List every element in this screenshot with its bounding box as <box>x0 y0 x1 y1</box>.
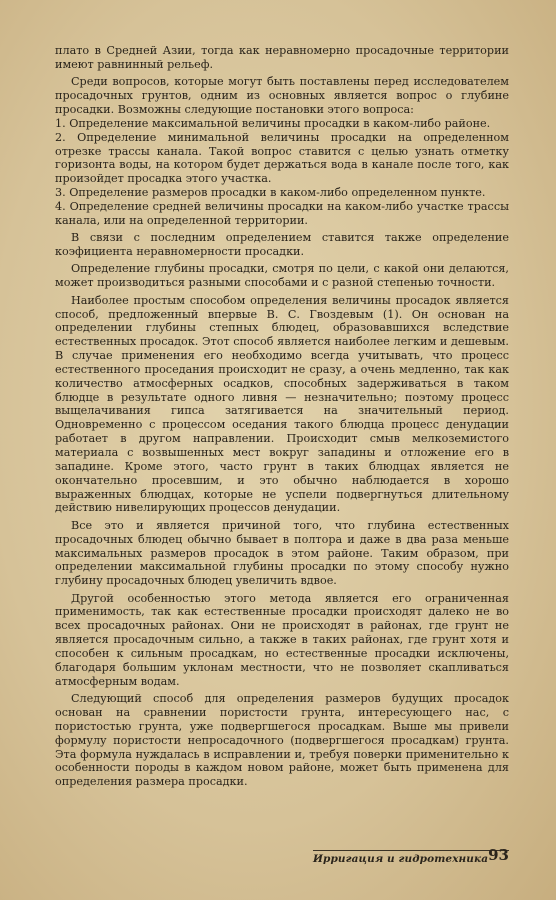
paragraph: Другой особенностью этого метода является его ограниченная применимость, так как естественные просадки происходят далеко не во всех просадочных районах. Они не происходят в районах, где грунт не является просадочным сильно, а также в таких районах, где грунт хотя и способен к сильным просадкам, но естественные просадки исключены, благодаря большим уклонам местности, что не позволяет скапливаться атмосферным водам. <box>55 591 509 688</box>
paragraph: Наиболее простым способом определения величины просадок является способ, предложенный впервые В. С. Гвоздевым (1). Он основан на определении глубины степных блюдец, образовавшихся вследствие естественных просадок. Этот способ является наиболее легким и дешевым. В случае применения его необходимо всегда учитывать, что процесс естественного проседания происходит не сразу, а очень медленно, так как количество атмосферных осадков, способных задерживаться в таком блюдце в результате одного ливня — незначительно; поэтому процесс выщелачивания гипса затягивается на значительный период. Одновременно с процессом оседания такого блюдца процесс денудации работает в другом направлении. Происходит смыв мелкоземистого материала с возвышенных мест вокруг западины и отложение его в западине. Кроме этого, часто грунт в таких блюдцах является не окончательно просевшим, и это обычно наблюдается в хорошо выраженных блюдцах, которые не успели подвергнуться длительному действию нивелирующих процессов денудации. <box>55 293 509 515</box>
list-item: 1. Определение максимальной величины просадки в каком-либо районе. <box>55 116 491 130</box>
page-number: 93 <box>488 846 509 864</box>
paragraph: Все это и является причиной того, что глубина естественных просадочных блюдец обычно бывает в полтора и даже в два раза меньше максимальных размеров просадок в этом районе. Таким образом, при определении максимальной глубины просадки по этому способу нужно глубину просадочных блюдец увеличить вдвое. <box>55 518 509 588</box>
list-item: 3. Определение размеров просадки в каком-либо определенном пункте. <box>55 186 486 200</box>
article-text <box>55 44 509 793</box>
paragraph: плато в Средней Азии, тогда как неравномерно просадочные территории имеют равнинный рельеф. <box>55 44 509 71</box>
paragraph: Среди вопросов, которые могут быть поставлены перед исследователем просадочных грунтов, одним из основных является вопрос о глубине просадки. Возможны следующие постановки этого вопроса: <box>55 75 509 116</box>
list-item: 2. Определение минимальной величины просадки на определенном отрезке трассы канала. Такой вопрос ставится с целью узнать отметку горизонта воды, на котором будет держаться вода в канале после того, как произойдет просадка этого участка. <box>55 130 509 186</box>
list-item: 4. Определение средней величины просадки на каком-либо участке трассы канала, или на определенной территории. <box>55 199 509 227</box>
paragraph: В связи с последним определением ставится также определение коэфициента неравномерности просадки. <box>55 231 509 258</box>
page-footer <box>55 846 509 872</box>
paragraph: Следующий способ для определения размеров будущих просадок основан на сравнении пористости грунта, интересующего нас, с пористостью грунта, уже подвергшегося просадкам. Выше мы привели формулу пористости непросадочного (подвергшегося просадкам) грунта. Эта формула нуждалась в исправлении и, требуя поверки применительно к особенности породы в каждом новом районе, может быть применена для определения размера просадки. <box>55 692 509 789</box>
footer-divider <box>313 850 509 851</box>
paragraph: Определение глубины просадки, смотря по цели, с какой они делаются, может производиться разными способами и с разной степенью точности. <box>55 262 509 290</box>
journal-title: Ирригация и гидротехника <box>313 853 489 865</box>
